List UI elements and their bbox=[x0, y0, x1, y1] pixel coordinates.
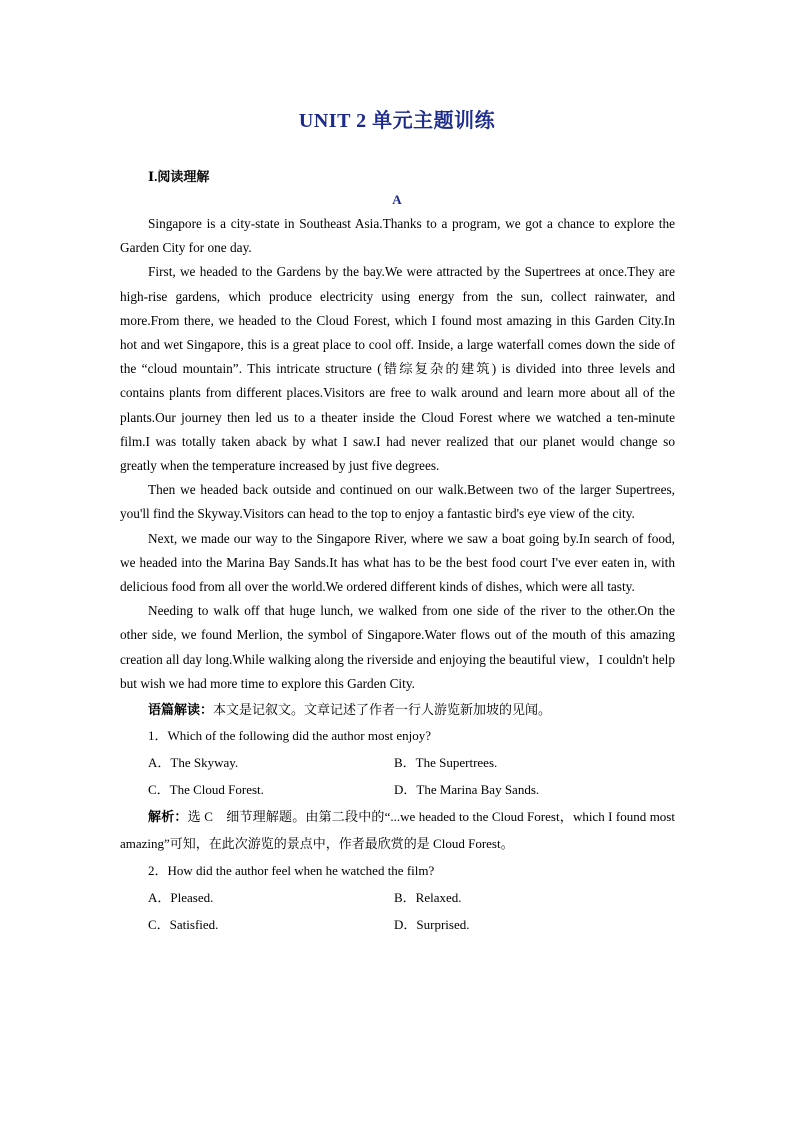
option-b: B．The Supertrees. bbox=[394, 755, 498, 771]
option-row bbox=[120, 884, 675, 911]
paragraph: Singapore is a city-state in Southeast Asia.Thanks to a program, we got a chance to explore the Garden City for one day. bbox=[120, 216, 675, 256]
reading-passage bbox=[120, 212, 675, 938]
page-title: UNIT 2 单元主题训练 bbox=[298, 110, 496, 132]
paragraph: Next, we made our way to the Singapore River, where we saw a boat going by.In search of food, we headed into the Marina Bay Sands.It has what has to be the best food court I've ever eaten in, with delicious food from all over the world.We ordered different kinds of dishes, which were all tasty. bbox=[120, 530, 675, 595]
analysis-text: 选 C 细节理解题。由第二段中的“...we headed to the Cloud Forest，which I found most amazing”可知，在此次游览的景点中，作者最欣赏的是 Cloud Forest。 bbox=[120, 809, 675, 852]
note-label: 语篇解读： bbox=[148, 702, 214, 718]
paragraph: Then we headed back outside and continued on our walk.Between two of the larger Supertrees, you'll find the Skyway.Visitors can head to the top to enjoy a fantastic bird's eye view of the city. bbox=[120, 482, 675, 522]
question-stem: 2．How did the author feel when he watched the film? bbox=[148, 863, 435, 879]
option-row bbox=[120, 911, 675, 938]
option-d: D．The Marina Bay Sands. bbox=[394, 782, 540, 798]
option-b: B．Relaxed. bbox=[394, 890, 462, 906]
paragraph: Needing to walk off that huge lunch, we walked from one side of the river to the other.On the other side, we found Merlion, the symbol of Singapore.Water flows out of the mouth of this amazing creation all day long.While walking along the riverside and enjoying the beautiful view，I couldn't help but wish we had more time to explore this Garden City. bbox=[120, 603, 675, 691]
option-c: C．Satisfied. bbox=[148, 917, 219, 933]
passage-note bbox=[120, 698, 675, 722]
option-c: C．The Cloud Forest. bbox=[148, 782, 264, 798]
analysis-label: 解析： bbox=[148, 809, 188, 825]
option-row bbox=[120, 776, 675, 803]
option-a: A．The Skyway. bbox=[148, 755, 239, 771]
passage-letter: A bbox=[392, 192, 402, 207]
option-a: A．Pleased. bbox=[148, 890, 214, 906]
paragraph: First, we headed to the Gardens by the bay.We were attracted by the Supertrees at once.They are high-rise gardens, which produce electricity using energy from the sun, collect rainwater, and more.From there, we headed to the Cloud Forest, which I found most amazing in this Garden City.In hot and wet Singapore, this is a great place to cool off. Inside, a large waterfall comes down the side of the “cloud mountain”. This intricate structure (错综复杂的建筑) is divided into three levels and contains plants from different places.Visitors are free to walk around and learn more about all of the plants.Our journey then led us to a theater inside the Cloud Forest where we watched a ten-minute film.I was totally taken aback by what I saw.I had never realized that our planet would change so greatly when the temperature increased by just five degrees. bbox=[120, 264, 675, 474]
option-row bbox=[120, 749, 675, 776]
note-text: 本文是记叙文。文章记述了作者一行人游览新加坡的见闻。 bbox=[213, 702, 552, 718]
option-d: D．Surprised. bbox=[394, 917, 470, 933]
section-heading: Ⅰ.阅读理解 bbox=[148, 169, 210, 184]
answer-analysis bbox=[120, 803, 675, 857]
question-stem: 1．Which of the following did the author most enjoy? bbox=[148, 728, 432, 744]
